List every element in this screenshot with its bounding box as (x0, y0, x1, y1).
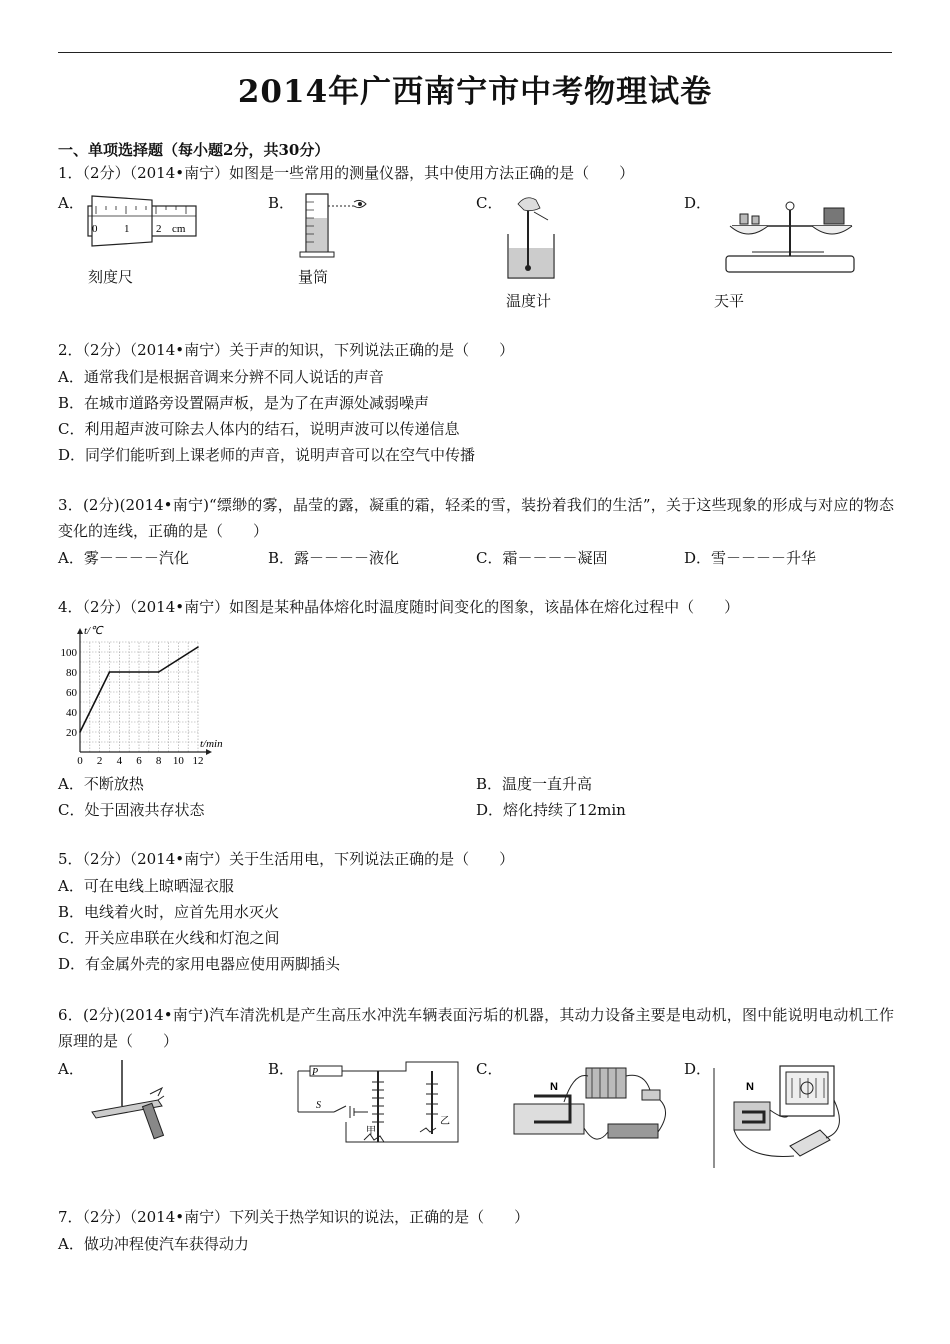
y-tick-label: 100 (60, 647, 77, 659)
q3-option-c[interactable]: C．霜－－－－凝固 (476, 549, 608, 567)
ruler-tick-1: 1 (124, 223, 130, 235)
q5-option-a[interactable]: A．可在电线上晾晒湿衣服 (58, 877, 234, 895)
q2-option-d[interactable]: D．同学们能听到上课老师的声音，说明声音可以在空气中传播 (58, 446, 476, 464)
y-tick-label: 60 (66, 687, 77, 699)
q1-letter-c[interactable]: C． (476, 194, 503, 212)
caption-balance: 天平 (714, 292, 745, 310)
q4-option-a[interactable]: A．不断放热 (58, 775, 144, 793)
y-axis-arrow (77, 628, 83, 634)
q6-fig-a (88, 1060, 188, 1146)
q7-stem: 7．（2分）（2014•南宁）下列关于热学知识的说法，正确的是（ ） (58, 1208, 530, 1226)
data-point (109, 671, 111, 673)
x-tick-label: 2 (96, 755, 103, 767)
label-yi: 乙 (440, 1116, 450, 1127)
q4-option-c[interactable]: C．处于固液共存状态 (58, 801, 205, 819)
label-p: P (312, 1067, 319, 1078)
q2-option-c[interactable]: C．利用超声波可除去人体内的结石，说明声波可以传递信息 (58, 420, 460, 438)
caption-cylinder: 量筒 (298, 268, 329, 286)
q2-stem: 2．（2分）（2014•南宁）关于声的知识，下列说法正确的是（ ） (58, 341, 515, 359)
q5-option-d[interactable]: D．有金属外壳的家用电器应使用两脚插头 (58, 955, 341, 973)
q2-option-a[interactable]: A．通常我们是根据音调来分辨不同人说话的声音 (58, 368, 384, 386)
series-line (80, 647, 198, 732)
q6-fig-b (294, 1062, 462, 1148)
q6-letter-b[interactable]: B． (268, 1060, 295, 1078)
label-n-c: N (550, 1081, 558, 1093)
ruler-tick-0: 0 (92, 223, 98, 235)
q6-stem: 6．(2分)(2014•南宁)汽车清洗机是产生高压水冲洗车辆表面污垢的机器，其动力设备主要是电动机，图中能说明电动机工作原理的是（ ） (58, 1006, 894, 1050)
y-tick-label: 80 (66, 667, 77, 679)
q6-letter-d[interactable]: D． (684, 1060, 712, 1078)
data-point (79, 731, 81, 733)
x-tick-label: 12 (192, 755, 204, 767)
x-axis-label: t/min (200, 738, 223, 750)
q3-stem: 3．(2分)(2014•南宁)“缥缈的雾，晶莹的露，凝重的霜，轻柔的雪，装扮着我们的生活”，关于这些现象的形成与对应的物态变化的连线，正确的是（ ） (58, 496, 894, 540)
x-tick-label: 8 (155, 755, 162, 767)
q3-option-a[interactable]: A．雾－－－－汽化 (58, 549, 189, 567)
q7-option-a[interactable]: A．做功冲程使汽车获得动力 (58, 1235, 249, 1253)
q6-letter-a[interactable]: A． (58, 1060, 84, 1078)
label-n-d: N (746, 1081, 754, 1093)
q4-option-b[interactable]: B．温度一直升高 (476, 775, 593, 793)
y-tick-label: 40 (66, 707, 77, 719)
q5-option-b[interactable]: B．电线着火时，应首先用水灭火 (58, 903, 280, 921)
y-tick-label: 20 (66, 727, 77, 739)
label-jia: 甲 (366, 1126, 376, 1137)
x-tick-label: 10 (172, 755, 184, 767)
q5-option-c[interactable]: C．开关应串联在火线和灯泡之间 (58, 929, 280, 947)
x-tick-label: 0 (77, 755, 83, 767)
q6-letter-c[interactable]: C． (476, 1060, 503, 1078)
x-tick-label: 6 (136, 755, 142, 767)
section-heading: 一、单项选择题（每小题2分，共30分） (58, 141, 330, 159)
x-tick-label: 4 (116, 755, 123, 767)
ruler-tick-cm: cm (172, 223, 186, 235)
label-s: S (316, 1100, 321, 1111)
q1-stem: 1．（2分）（2014•南宁）如图是一些常用的测量仪器，其中使用方法正确的是（ ） (58, 164, 635, 182)
caption-ruler: 刻度尺 (88, 268, 134, 286)
q1-letter-d[interactable]: D． (684, 194, 712, 212)
melting-chart (58, 622, 238, 770)
ruler-tick-2: 2 (156, 223, 162, 235)
ruler-figure (86, 192, 198, 248)
y-axis-label: t/℃ (84, 625, 103, 637)
q1-letter-b[interactable]: B． (268, 194, 295, 212)
q3-option-b[interactable]: B．露－－－－液化 (268, 549, 400, 567)
balance-figure (712, 196, 860, 280)
data-point (158, 671, 160, 673)
page-title: 2014年广西南宁市中考物理试卷 (237, 74, 713, 110)
cylinder-figure (296, 190, 368, 262)
q4-option-d[interactable]: D．熔化持续了12min (476, 801, 626, 819)
q2-option-b[interactable]: B．在城市道路旁设置隔声板，是为了在声源处减弱噪声 (58, 394, 430, 412)
q4-stem: 4．（2分）（2014•南宁）如图是某种晶体熔化时温度随时间变化的图象，该晶体在熔化过程中（ ） (58, 598, 740, 616)
header-rule (58, 52, 892, 53)
thermometer-figure (504, 194, 562, 282)
q6-fig-d (714, 1060, 854, 1172)
q5-stem: 5．（2分）（2014•南宁）关于生活用电，下列说法正确的是（ ） (58, 850, 515, 868)
caption-thermometer: 温度计 (506, 292, 552, 310)
q3-option-d[interactable]: D．雪－－－－升华 (684, 549, 817, 567)
q1-letter-a[interactable]: A． (58, 194, 84, 212)
data-point (197, 646, 199, 648)
q6-fig-c (504, 1062, 676, 1154)
